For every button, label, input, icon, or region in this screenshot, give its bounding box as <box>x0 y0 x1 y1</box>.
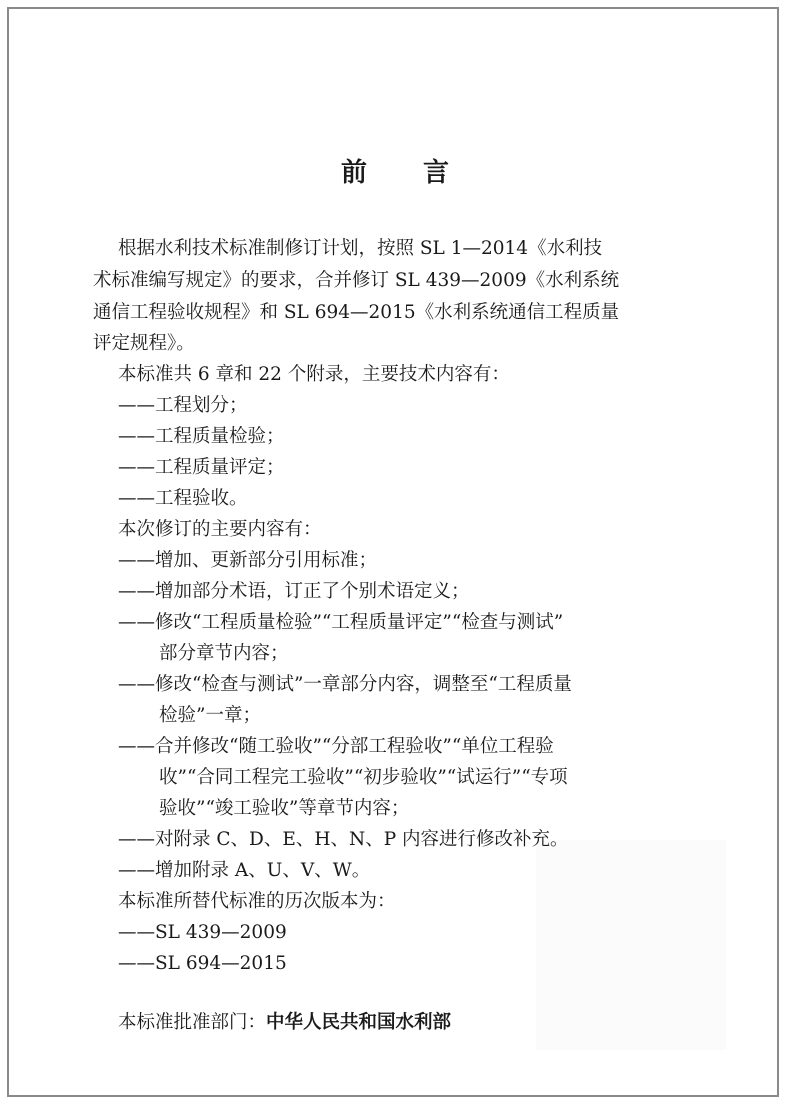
revision-item: ——修改“检查与测试”一章部分内容，调整至“工程质量 <box>118 674 572 695</box>
revision-item-continuation: 部分章节内容； <box>159 643 289 664</box>
contents-item: ——工程验收。 <box>118 488 248 509</box>
contents-item: ——工程质量检验； <box>118 426 285 447</box>
approval-org: 中华人民共和国水利部 <box>266 1012 452 1033</box>
revision-item: ——增加部分术语，订正了个别术语定义； <box>118 581 470 602</box>
approval-label: 本标准批准部门： <box>118 1012 267 1033</box>
revision-item: ——增加附录 A、U、V、W。 <box>118 860 371 881</box>
revision-item: ——对附录 C、D、E、H、N、P 内容进行修改补充。 <box>118 829 569 850</box>
contents-intro: 本标准共 6 章和 22 个附录，主要技术内容有： <box>118 364 510 385</box>
replaced-item: ——SL 694—2015 <box>118 953 287 974</box>
replaced-item: ——SL 439—2009 <box>118 922 287 943</box>
intro-line: 根据水利技术标准制修订计划，按照 SL 1—2014《水利技 <box>118 238 603 259</box>
revision-item: ——增加、更新部分引用标准； <box>118 550 378 571</box>
title-char-right: 言 <box>423 158 450 188</box>
intro-line: 术标准编写规定》的要求，合并修订 SL 439—2009《水利系统 <box>93 270 620 291</box>
contents-item: ——工程质量评定； <box>118 457 285 478</box>
revision-item-continuation: 收”“合同工程完工验收”“初步验收”“试运行”“专项 <box>159 767 568 788</box>
revision-intro: 本次修订的主要内容有： <box>118 519 322 540</box>
replaced-intro: 本标准所替代标准的历次版本为： <box>118 891 396 912</box>
revision-item-continuation: 验收”“竣工验收”等章节内容； <box>159 798 410 819</box>
intro-line: 通信工程验收规程》和 SL 694—2015《水利系统通信工程质量 <box>93 302 620 323</box>
contents-item: ——工程划分； <box>118 395 248 416</box>
revision-item: ——修改“工程质量检验”“工程质量评定”“检查与测试” <box>118 612 564 633</box>
page-title <box>0 156 790 190</box>
revision-item: ——合并修改“随工验收”“分部工程验收”“单位工程验 <box>118 736 554 757</box>
intro-line: 评定规程》。 <box>93 333 195 354</box>
title-char-left: 前 <box>340 158 367 188</box>
approval-statement <box>118 1010 451 1036</box>
revision-item-continuation: 检验”一章； <box>159 705 261 726</box>
